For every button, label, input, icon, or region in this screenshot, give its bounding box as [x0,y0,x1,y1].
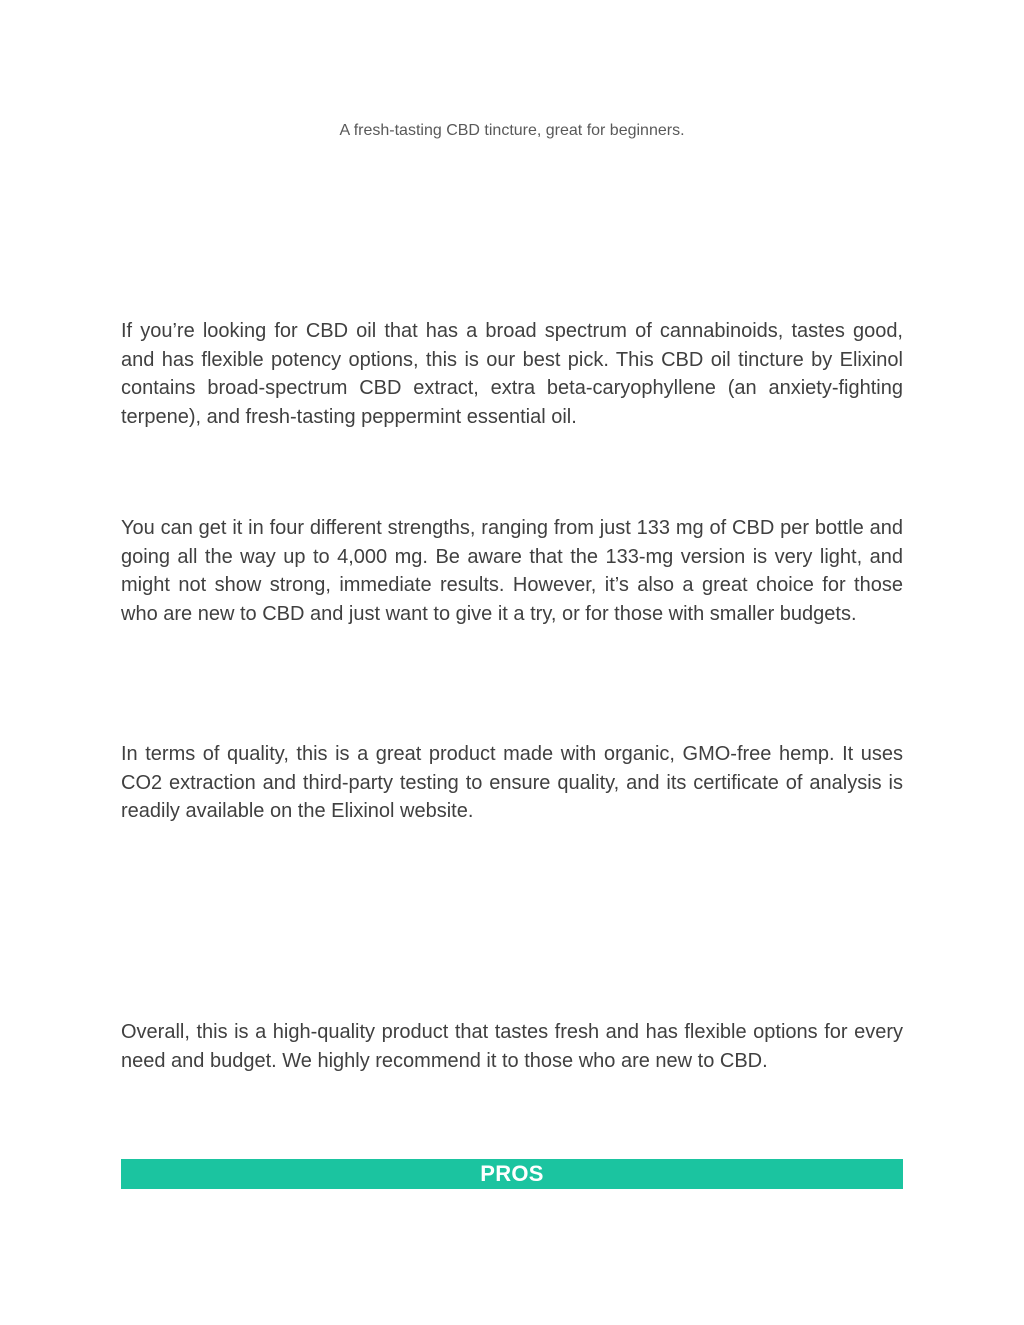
quality-paragraph: In terms of quality, this is a great product made with organic, GMO-free hemp. It uses CO2 extraction and third-party testing to ensure quality, and its certificate of analysis is readily available on the Elixinol website. [121,743,903,822]
image-caption: A fresh-tasting CBD tincture, great for beginners. [339,122,685,139]
summary-paragraph: Overall, this is a high-quality product that tastes fresh and has flexible options for every need and budget. We highly recommend it to those who are new to CBD. [121,1021,903,1072]
intro-paragraph: If you’re looking for CBD oil that has a broad spectrum of cannabinoids, tastes good, and has flexible potency options, this is our best pick. This CBD oil tincture by Elixinol contains broad-spectrum CBD extract, extra beta-caryophyllene (an anxiety-fighting terpene), and fresh-tasting peppermint essential oil. [121,320,903,428]
pros-heading-bar: PROS [121,1159,903,1189]
strengths-paragraph: You can get it in four different strengths, ranging from just 133 mg of CBD per bottle and going all the way up to 4,000 mg. Be aware that the 133-mg version is very light, and might not show strong, immediate results. However, it’s also a great choice for those who are new to CBD and just want to give it a try, or for those with smaller budgets. [121,517,903,625]
